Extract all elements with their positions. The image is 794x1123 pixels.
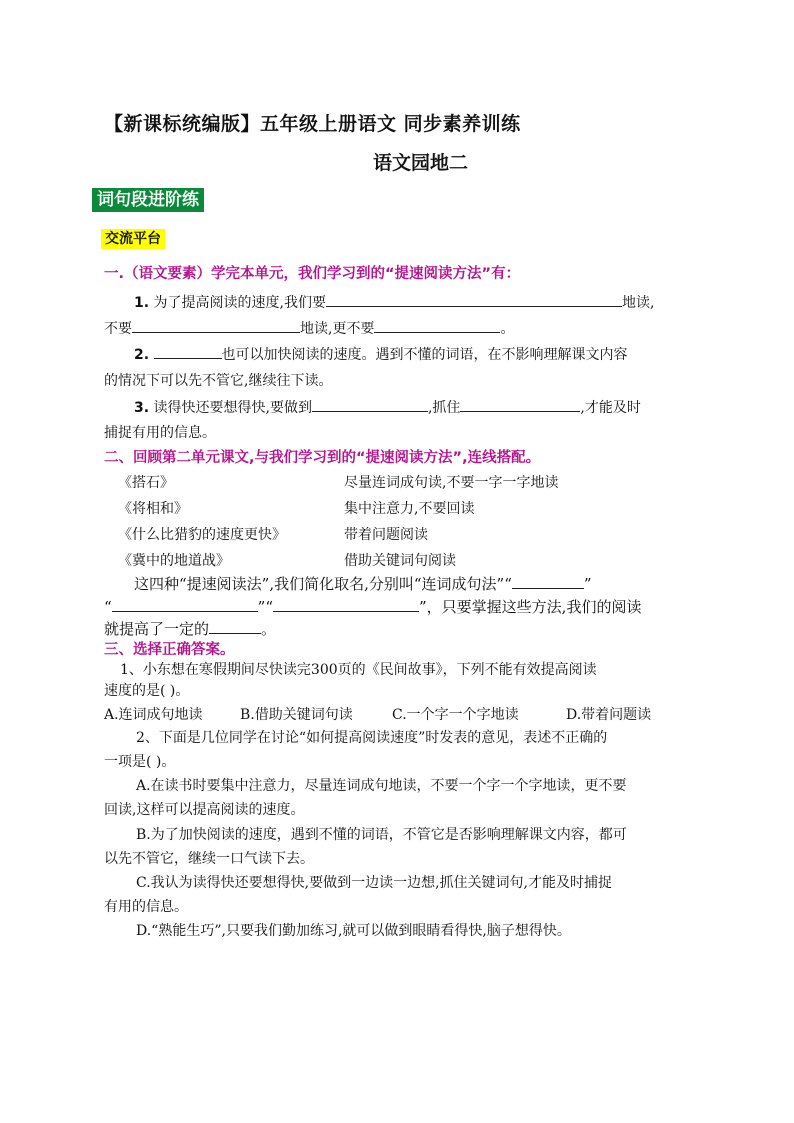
q3-s2-line2: 一项是( )。 bbox=[104, 754, 176, 770]
q1-item3-text-a: 读得快还要想得快,要做到 bbox=[153, 400, 312, 416]
q1-item3-text-c: ,才能及时 bbox=[580, 400, 641, 416]
match-right-1: 尽量连词成句读,不要一字一字地读 bbox=[344, 475, 559, 491]
sub-section-badge: 交流平台 bbox=[101, 229, 165, 249]
q1-item3-line1 bbox=[134, 397, 641, 417]
match-left-2: 《将相和》 bbox=[118, 501, 188, 517]
q1-item1-line2 bbox=[104, 318, 514, 338]
q2-summary-tail: ”，只要掌握这些方法,我们的阅读 bbox=[419, 598, 642, 616]
q3-s2-line1: 2、下面是几位同学在讨论“如何提高阅读速度”时发表的意见，表述不正确的 bbox=[136, 730, 608, 746]
match-right-3: 带着问题阅读 bbox=[344, 527, 428, 543]
q1-item3-number: 3. bbox=[134, 400, 150, 416]
q1-item3-text-b: ,抓住 bbox=[427, 400, 461, 416]
q3-s2-option-c-line1[interactable]: C.我认为读得快还要想得快,要做到一边读一边想,抓住关键词句,才能及时捕捉 bbox=[136, 875, 613, 891]
q1-item1-text-a: 为了提高阅读的速度,我们要 bbox=[153, 295, 326, 311]
q1-item1-number: 1. bbox=[134, 295, 150, 311]
q1-item1-text-b: 地读, bbox=[621, 295, 655, 311]
q3-s2-option-b-line1[interactable]: B.为了加快阅读的速度，遇到不懂的词语，不管它是否影响理解课文内容，都可 bbox=[136, 827, 627, 843]
q1-item3-blank-2[interactable] bbox=[460, 397, 580, 412]
q1-item2-text-a: 也可以加快阅读的速度。遇到不懂的词语，在不影响理解课文内容 bbox=[221, 347, 628, 363]
q1-item1-text-e: 。 bbox=[500, 321, 515, 337]
q2-blank-1[interactable] bbox=[512, 574, 584, 589]
q1-item1-blank-3[interactable] bbox=[374, 318, 500, 333]
question-3-heading: 三、选择正确答案。 bbox=[104, 642, 235, 658]
q3-s2-option-d[interactable]: D.“熟能生巧”,只要我们勤加练习,就可以做到眼睛看得快,脑子想得快。 bbox=[136, 923, 571, 939]
page-title: 【新课标统编版】五年级上册语文 同步素养训练 bbox=[104, 113, 521, 135]
q2-open-quote: “ bbox=[104, 598, 112, 616]
q1-item2-line1 bbox=[134, 344, 628, 364]
q2-blank-2[interactable] bbox=[112, 597, 258, 612]
q1-item1-line1 bbox=[134, 292, 654, 312]
q3-s1-line1: 1、小东想在寒假期间尽快读完300页的《民间故事》，下列不能有效提高阅读 bbox=[120, 662, 597, 678]
q1-item2-blank[interactable] bbox=[154, 344, 222, 359]
q3-s1-option-a[interactable]: A.连词成句地读 bbox=[104, 707, 203, 723]
match-left-4: 《冀中的地道战》 bbox=[118, 553, 230, 569]
q1-item1-text-d: 地读,更不要 bbox=[300, 321, 375, 337]
question-2-heading: 二、回顾第二单元课文,与我们学习到的“提速阅读方法”,连线搭配。 bbox=[104, 450, 541, 466]
q1-item2-line2: 的情况下可以先不管它,继续往下读。 bbox=[104, 373, 333, 389]
match-right-2: 集中注意力,不要回读 bbox=[344, 501, 475, 517]
q2-blank-3[interactable] bbox=[273, 597, 419, 612]
q3-s1-option-c[interactable]: C.一个字一个字地读 bbox=[392, 707, 519, 723]
q1-item2-number: 2. bbox=[134, 347, 150, 363]
q2-mid-quotes: ”“ bbox=[257, 598, 274, 616]
q3-s2-option-c-line2: 有用的信息。 bbox=[104, 899, 188, 915]
q2-summary-line1 bbox=[134, 573, 592, 594]
match-left-3: 《什么比猎豹的速度更快》 bbox=[118, 527, 286, 543]
q2-close-quote: ” bbox=[583, 575, 592, 593]
q1-item1-text-c: 不要 bbox=[104, 321, 132, 337]
q3-s2-option-a-line1[interactable]: A.在读书时要集中注意力，尽量连词成句地读，不要一个字一个字地读，更不要 bbox=[136, 778, 627, 794]
match-left-1: 《搭石》 bbox=[118, 475, 174, 491]
question-1-heading: 一.（语文要素）学完本单元，我们学习到的“提速阅读方法”有： bbox=[104, 266, 521, 282]
section-badge: 词句段进阶练 bbox=[92, 188, 204, 212]
q2-summary-line3 bbox=[104, 618, 276, 639]
q1-item3-blank-1[interactable] bbox=[312, 397, 428, 412]
lesson-title: 语文园地二 bbox=[373, 152, 469, 174]
q3-s1-line2: 速度的是( )。 bbox=[104, 683, 190, 699]
q2-summary-text: 这四种“提速阅读法”,我们简化取名,分别叫“连词成句法”“ bbox=[134, 575, 512, 593]
q1-item3-line2: 捕捉有用的信息。 bbox=[104, 425, 216, 441]
match-right-4: 借助关键词句阅读 bbox=[344, 553, 456, 569]
q1-item1-blank-2[interactable] bbox=[132, 318, 300, 333]
q2-blank-4[interactable] bbox=[209, 619, 261, 634]
q2-line3-text: 就提高了一定的 bbox=[104, 620, 210, 638]
q1-item1-blank-1[interactable] bbox=[326, 292, 622, 307]
q3-s2-option-a-line2: 回读,这样可以提高阅读的速度。 bbox=[104, 802, 305, 818]
q2-summary-line2 bbox=[104, 596, 641, 617]
q3-s2-option-b-line2: 以先不管它，继续一口气读下去。 bbox=[104, 851, 314, 867]
q3-s1-option-d[interactable]: D.带着问题读 bbox=[566, 707, 652, 723]
q2-line3-end: 。 bbox=[261, 620, 277, 638]
q3-s1-option-b[interactable]: B.借助关键词句读 bbox=[240, 707, 353, 723]
